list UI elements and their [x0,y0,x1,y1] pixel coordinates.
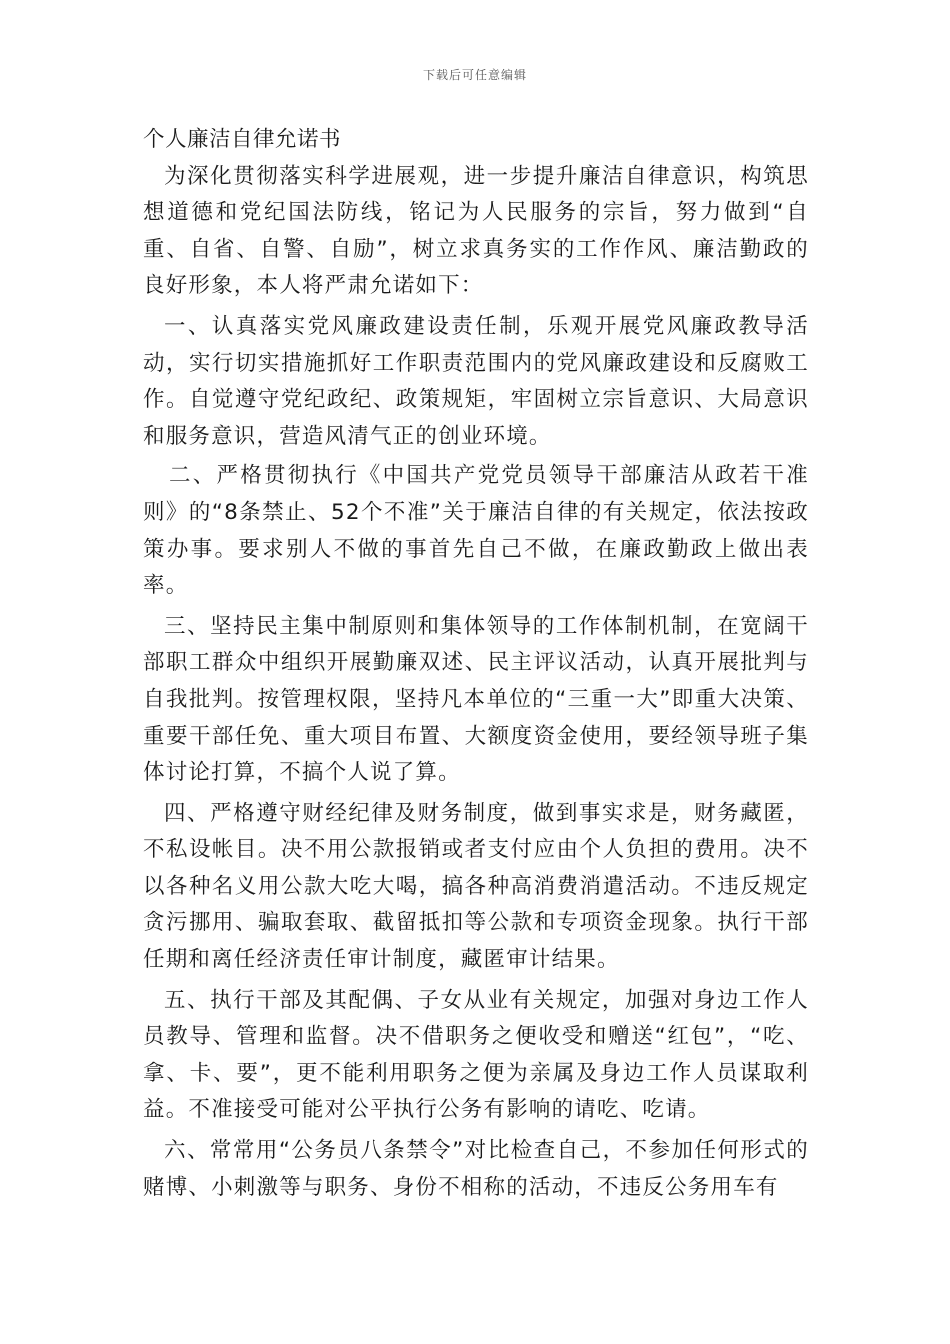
paragraph-4: 四、严格遵守财经纪律及财务制度，做到事实求是，财务藏匿，不私设帐目。决不用公款报销或者支付应由个人负担的费用。决不以各种名义用公款大吃大喝，搞各种高消费消遣活动。不违反规定贪污挪用、骗取套取、截留抵扣等公款和专项资金现象。执行干部任期和离任经济责任审计制度，藏匿审计结果。 [143,800,809,973]
document-body [143,122,809,1206]
paragraph-3: 三、坚持民主集中制原则和集体领导的工作体制机制，在宽阔干部职工群众中组织开展勤廉双述、民主评议活动，认真开展批判与自我批判。按管理权限，坚持凡本单位的“三重一大”即重大决策、重要干部任免、重大项目布置、大额度资金使用，要经领导班子集体讨论打算，不搞个人说了算。 [143,613,809,786]
header-note: 下载后可任意编辑 [422,68,527,82]
document-title: 个人廉洁自律允诺书 [143,127,342,152]
paragraph-1: 一、认真落实党风廉政建设责任制，乐观开展党风廉政教导活动，实行切实措施抓好工作职责范围内的党风廉政建设和反腐败工作。自觉遵守党纪政纪、政策规矩，牢固树立宗旨意识、大局意识和服务意识，营造风清气正的创业环境。 [143,313,809,449]
paragraph-6: 六、常常用“公务员八条禁令”对比检查自己，不参加任何形式的赌博、小刺激等与职务、身份不相称的活动，不违反公务用车有 [143,1138,809,1200]
paragraph-5: 五、执行干部及其配偶、子女从业有关规定，加强对身边工作人员教导、管理和监督。决不借职务之便收受和赠送“红包”，“吃、拿、卡、要”，更不能利用职务之便为亲属及身边工作人员谋取利益。不准接受可能对公平执行公务有影响的请吃、吃请。 [143,987,809,1123]
paragraph-intro: 为深化贯彻落实科学进展观，进一步提升廉洁自律意识，构筑思想道德和党纪国法防线，铭记为人民服务的宗旨，努力做到“自重、自省、自警、自励”，树立求真务实的工作作风、廉洁勤政的良好形象，本人将严肃允诺如下： [143,163,809,299]
paragraph-2: 二、严格贯彻执行《中国共产党党员领导干部廉洁从政若干准则》的“8条禁止、52个不准”关于廉洁自律的有关规定，依法按政策办事。要求别人不做的事首先自己不做，在廉政勤政上做出表率。 [143,463,809,599]
